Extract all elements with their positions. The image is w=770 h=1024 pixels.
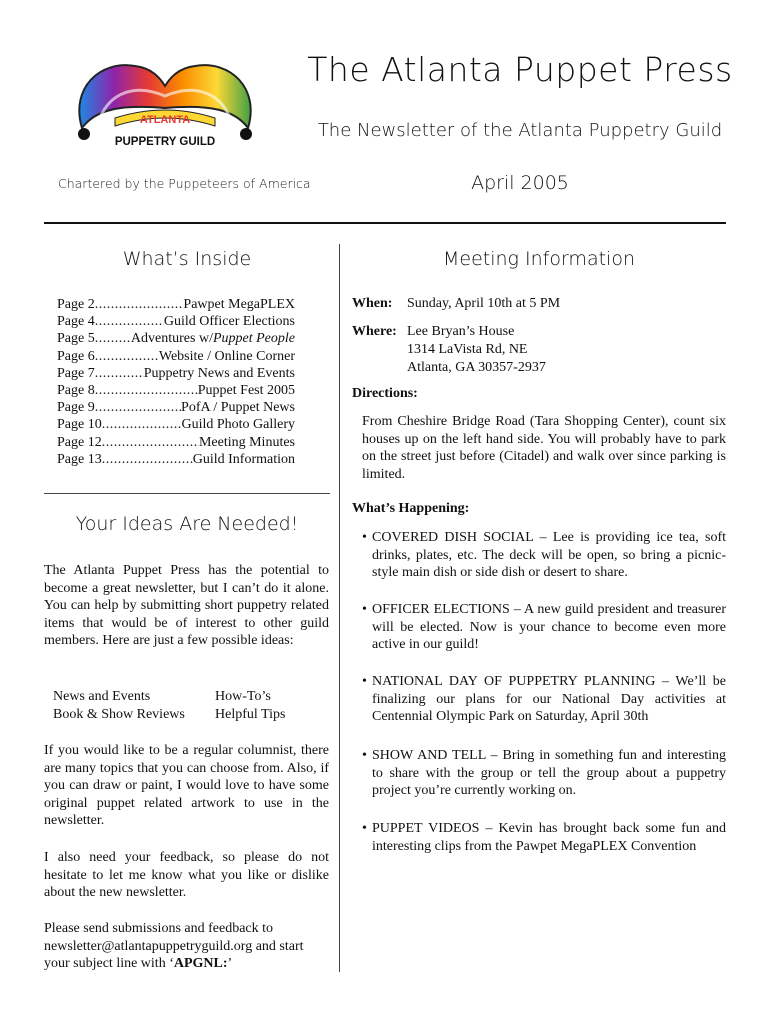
meeting-where	[352, 323, 546, 377]
toc-leader-dots	[102, 416, 182, 433]
happening-item	[362, 529, 726, 582]
toc-title	[199, 434, 295, 451]
toc-page-number: Page 9	[57, 400, 95, 416]
toc-item	[57, 296, 295, 313]
idea-item: How-To’s	[215, 689, 271, 704]
toc-title-text: Website / Online Corner	[158, 348, 295, 364]
issue-date: April 2005	[471, 172, 569, 194]
happening-text: PUPPET VIDEOS – Kevin has brought back some fun and interesting clips from the Pawpet MegaPLEX Convention	[372, 821, 726, 854]
directions-label: Directions:	[352, 386, 418, 401]
toc-item	[57, 365, 295, 382]
toc-title-text: PofA / Puppet News	[181, 400, 295, 416]
toc-title-text: Puppet Fest 2005	[197, 383, 295, 399]
toc-item	[57, 399, 295, 416]
idea-item: Helpful Tips	[215, 706, 286, 722]
toc-page-number: Page 13	[57, 451, 102, 467]
ideas-row	[53, 688, 323, 706]
logo-bottom-text: PUPPETRY GUILD	[114, 136, 216, 148]
ideas-list	[53, 688, 323, 723]
bullet-symbol: •	[362, 748, 367, 763]
submission-text: Please send submissions and feedback to newsletter@atlantapuppetryguild.org and start your subject line with ‘	[44, 921, 304, 972]
toc-page-number: Page 4	[57, 314, 95, 330]
toc-item	[57, 451, 295, 468]
toc-title	[144, 365, 295, 382]
bullet-symbol: •	[362, 602, 367, 617]
logo-top-text: ATLANTA	[139, 114, 191, 126]
toc-page-number: Page 7	[57, 365, 95, 381]
address-line: Lee Bryan’s House	[407, 324, 515, 339]
columnist-paragraph: If you would like to be a regular columnist, there are many topics that you can choose from. Also, if you can draw or paint, I would love to have some original puppet related artwork to use in the newsletter.	[44, 743, 329, 829]
toc-leader-dots	[102, 451, 193, 468]
toc-page-number: Page 5	[57, 331, 95, 347]
ideas-heading: Your Ideas Are Needed!	[75, 513, 299, 535]
toc-item	[57, 434, 295, 451]
puppetry-guild-logo	[60, 48, 270, 158]
toc-item	[57, 348, 295, 365]
bullet-symbol: •	[362, 821, 367, 836]
idea-item: Book & Show Reviews	[53, 706, 185, 722]
submission-paragraph	[44, 920, 329, 973]
address-line: Atlanta, GA 30357-2937	[407, 360, 546, 375]
toc-title-text: Pawpet MegaPLEX	[183, 297, 295, 312]
whats-happening-label: What’s Happening:	[352, 501, 470, 516]
left-section-divider	[44, 493, 330, 494]
toc-item	[57, 382, 295, 399]
feedback-paragraph: I also need your feedback, so please do not hesitate to let me know what you like or dislike about the new newsletter.	[44, 850, 329, 901]
bullet-symbol: •	[362, 530, 367, 545]
toc-title-italic: Puppet People	[212, 331, 295, 347]
toc-leader-dots	[95, 330, 131, 347]
toc-title	[181, 416, 295, 433]
happening-item	[362, 601, 726, 654]
ideas-intro-paragraph: The Atlanta Puppet Press has the potential to become a great newsletter, but I can’t do it alone. You can help by submitting short puppetry related items that would be of interest to other guild members. Here are just a few possible ideas:	[44, 563, 329, 649]
toc-page-number: Page 10	[57, 417, 102, 433]
toc-page-number: Page 6	[57, 348, 95, 364]
toc-title	[131, 330, 295, 347]
toc-leader-dots	[95, 382, 198, 399]
toc-item	[57, 313, 295, 330]
toc-item	[57, 330, 295, 347]
idea-item: News and Events	[53, 689, 151, 704]
ideas-row	[53, 706, 323, 724]
toc-leader-dots	[95, 399, 181, 416]
toc-title-text: Guild Officer Elections	[163, 314, 295, 330]
toc-title	[193, 451, 295, 468]
toc-page-number: Page 12	[57, 434, 102, 450]
column-divider	[339, 244, 340, 972]
happening-item	[362, 673, 726, 726]
toc-title	[159, 348, 295, 365]
submission-text-end: ’	[227, 956, 233, 972]
toc-title	[198, 382, 295, 399]
toc-page-number: Page 8	[57, 383, 95, 399]
toc-leader-dots	[102, 434, 199, 451]
toc-leader-dots	[95, 313, 164, 330]
toc-title-text: Puppetry News and Events	[143, 365, 295, 381]
happening-text: OFFICER ELECTIONS – A new guild president and treasurer will be elected. Now is your chance to become even more active in our guild!	[372, 602, 726, 653]
address-line: 1314 LaVista Rd, NE	[407, 342, 528, 357]
subject-prefix: APGNL:	[173, 956, 228, 972]
happening-text: SHOW AND TELL – Bring in something fun and interesting to share with the group or tell the group about a puppetry project you’re currently working on.	[372, 748, 726, 799]
table-of-contents	[57, 296, 295, 468]
newsletter-title: The Atlanta Puppet Press	[307, 50, 733, 89]
toc-title	[164, 313, 295, 330]
header-divider	[44, 222, 726, 224]
toc-title-text: Meeting Minutes	[198, 434, 295, 450]
toc-leader-dots	[95, 365, 144, 382]
happening-item	[362, 747, 726, 800]
happening-text: COVERED DISH SOCIAL – Lee is providing ice tea, soft drinks, plates, etc. The deck will be open, so bring a picnic-style main dish or side dish or desert to share.	[372, 530, 726, 581]
toc-title-text: Adventures w/	[130, 331, 213, 347]
newsletter-subtitle: The Newsletter of the Atlanta Puppetry Guild	[317, 120, 723, 141]
toc-title-text: Guild Information	[192, 451, 295, 467]
where-label: Where:	[352, 324, 397, 339]
toc-title-text: Guild Photo Gallery	[181, 417, 295, 433]
meeting-heading: Meeting Information	[443, 248, 635, 270]
toc-title	[181, 399, 295, 416]
happening-item	[362, 820, 726, 855]
toc-leader-dots	[95, 348, 159, 365]
bullet-symbol: •	[362, 674, 367, 689]
happening-text: NATIONAL DAY OF PUPPETRY PLANNING – We’ll be finalizing our plans for our National Day activities at Centennial Olympic Park on Saturday, April 30th	[372, 674, 726, 725]
when-label: When:	[352, 296, 393, 311]
chartered-by-text: Chartered by the Puppeteers of America	[58, 176, 311, 191]
directions-text: From Cheshire Bridge Road (Tara Shopping Center), count six houses up on the left hand side. You will probably have to park on the street just before (Citadel) and walk over since parking is limited.	[362, 414, 726, 482]
when-value: Sunday, April 10th at 5 PM	[407, 296, 561, 311]
toc-leader-dots	[95, 296, 184, 313]
toc-item	[57, 416, 295, 433]
meeting-when	[352, 296, 560, 312]
toc-page-number: Page 2	[57, 297, 95, 312]
toc-title	[183, 296, 295, 313]
whats-inside-heading: What’s Inside	[122, 248, 252, 270]
